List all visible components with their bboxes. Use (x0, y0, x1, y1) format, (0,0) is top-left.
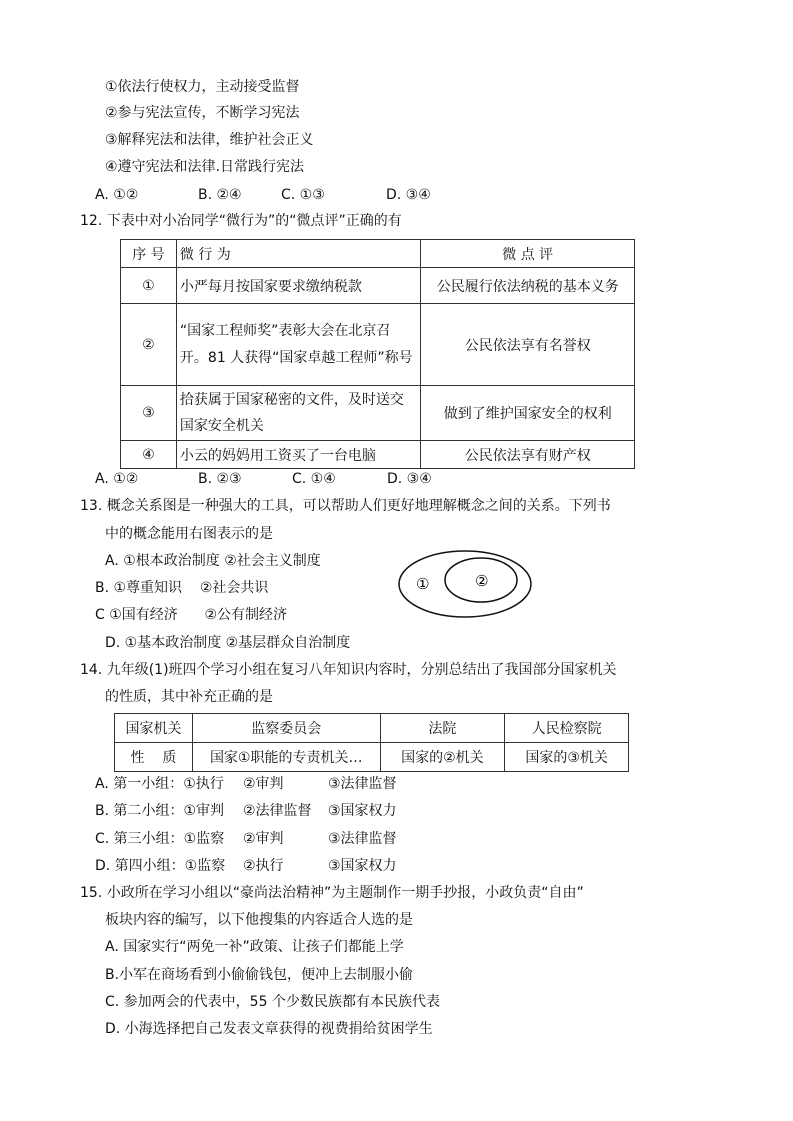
q15-option-b: B.小军在商场看到小偷偷钱包，便冲上去制服小偷 (105, 967, 414, 983)
q15-option-c: C. 参加两会的代表中，55 个少数民族都有本民族代表 (105, 994, 440, 1010)
row-comment: 公民履行依法纳税的基本义务 (421, 268, 635, 304)
q14-option-a (95, 775, 397, 793)
q14-option-c-part2: ②审判 (243, 831, 284, 847)
q14-option-b-part2: ②法律监督 (243, 803, 312, 819)
row-action: “国家工程师奖”表彰大会在北京召开。81 人获得“国家卓越工程师”称号 (176, 304, 421, 386)
row-num: ④ (121, 441, 177, 469)
table-row (121, 268, 635, 304)
table-row (115, 743, 629, 772)
table-header-row (115, 714, 629, 743)
q14-option-c-part1: C. 第三小组：①监察 (95, 831, 225, 847)
q12-option-c: C. ①④ (292, 471, 336, 487)
table-header-row (121, 240, 635, 268)
outer-label: ① (416, 575, 430, 593)
q15-stem-line2: 板块内容的编写，以下他搜集的内容适合人选的是 (105, 912, 413, 928)
q12-option-d: D. ③④ (387, 471, 432, 487)
q14-option-c (95, 830, 397, 848)
q14-stem-line2: 的性质，其中补充正确的是 (105, 689, 273, 705)
q13-stem-line1: 13. 概念关系图是一种强大的工具，可以帮助人们更好地理解概念之间的关系。下列书 (80, 498, 611, 514)
q15-option-d: D. 小海选择把自己发表文章获得的视费捐给贫困学生 (105, 1021, 433, 1037)
q14-option-a-part2: ②审判 (243, 776, 284, 792)
q12-table (120, 239, 635, 469)
q11-option-b: B. ②④ (198, 187, 242, 203)
q11-item-3: ③解释宪法和法律，维护社会正义 (105, 132, 314, 148)
q14-option-d-part1: D. 第四小组：①监察 (95, 858, 226, 874)
q12-options (95, 470, 432, 488)
header-procuratorate: 人民检察院 (505, 714, 629, 743)
row-num: ③ (121, 386, 177, 441)
row-action: 小严每月按国家要求缴纳税款 (176, 268, 421, 304)
row-comment: 公民依法享有名誉权 (421, 304, 635, 386)
q11-option-c: C. ①③ (281, 187, 325, 203)
q11-option-a: A. ①② (95, 187, 139, 203)
row-action: 拾获属于国家秘密的文件，及时送交国家安全机关 (176, 386, 421, 441)
q14-option-d (95, 857, 397, 875)
q11-item-1: ①依法行使权力，主动接受监督 (105, 79, 300, 95)
header-supervision: 监察委员会 (192, 714, 380, 743)
q13-option-b: B. ①尊重知识 ②社会共识 (95, 580, 269, 596)
q14-table (114, 713, 629, 772)
q14-option-b-part1: B. 第二小组：①审判 (95, 803, 225, 819)
header-court: 法院 (380, 714, 505, 743)
row-nature: 性 质 (115, 743, 193, 772)
cell-procuratorate: 国家的③机关 (505, 743, 629, 772)
q11-item-4: ④遵守宪法和法律.日常践行宪法 (105, 159, 305, 175)
q11-option-d: D. ③④ (386, 187, 431, 203)
q15-stem-line1: 15. 小政所在学习小组以“豪尚法治精神”为主题制作一期手抄报，小政负责“自由” (80, 885, 584, 901)
q14-stem-line1: 14. 九年级(1)班四个学习小组在复习八年知识内容时，分别总结出了我国部分国家机关 (80, 662, 617, 678)
row-num: ① (121, 268, 177, 304)
q14-option-b-part3: ③国家权力 (328, 803, 397, 819)
q14-option-d-part2: ②执行 (243, 858, 284, 874)
row-action: 小云的妈妈用工资买了一台电脑 (176, 441, 421, 469)
q13-option-a: A. ①根本政治制度 ②社会主义制度 (105, 553, 321, 569)
q14-option-a-part3: ③法律监督 (328, 776, 397, 792)
q12-stem: 12. 下表中对小冶同学“微行为”的“微点评”正确的有 (80, 213, 402, 229)
q14-option-b (95, 802, 397, 820)
q14-option-d-part3: ③国家权力 (328, 858, 397, 874)
header-action: 微 行 为 (176, 240, 421, 268)
table-row (121, 441, 635, 469)
q15-option-a: A. 国家实行“两免一补”政策、让孩子们都能上学 (105, 939, 404, 955)
q14-option-a-part1: A. 第一小组：①执行 (95, 776, 224, 792)
q13-option-c: C ①国有经济 ②公有制经济 (95, 607, 288, 623)
header-organ: 国家机关 (115, 714, 193, 743)
q12-option-b: B. ②③ (198, 471, 242, 487)
row-num: ② (121, 304, 177, 386)
table-row (121, 386, 635, 441)
header-comment: 微 点 评 (421, 240, 635, 268)
cell-court: 国家的②机关 (380, 743, 505, 772)
inner-label: ② (475, 572, 489, 590)
q12-option-a: A. ①② (95, 471, 139, 487)
row-comment: 公民依法享有财产权 (421, 441, 635, 469)
q13-stem-line2: 中的概念能用右图表示的是 (105, 526, 273, 542)
q14-option-c-part3: ③法律监督 (328, 831, 397, 847)
q13-option-d: D. ①基本政治制度 ②基层群众自治制度 (105, 635, 351, 651)
q11-options (95, 186, 431, 204)
concept-diagram (395, 547, 540, 627)
q11-item-2: ②参与宪法宣传，不断学习宪法 (105, 105, 300, 121)
header-num: 序 号 (121, 240, 177, 268)
row-comment: 做到了维护国家安全的权利 (421, 386, 635, 441)
table-row (121, 304, 635, 386)
cell-supervision: 国家①职能的专责机关… (192, 743, 380, 772)
